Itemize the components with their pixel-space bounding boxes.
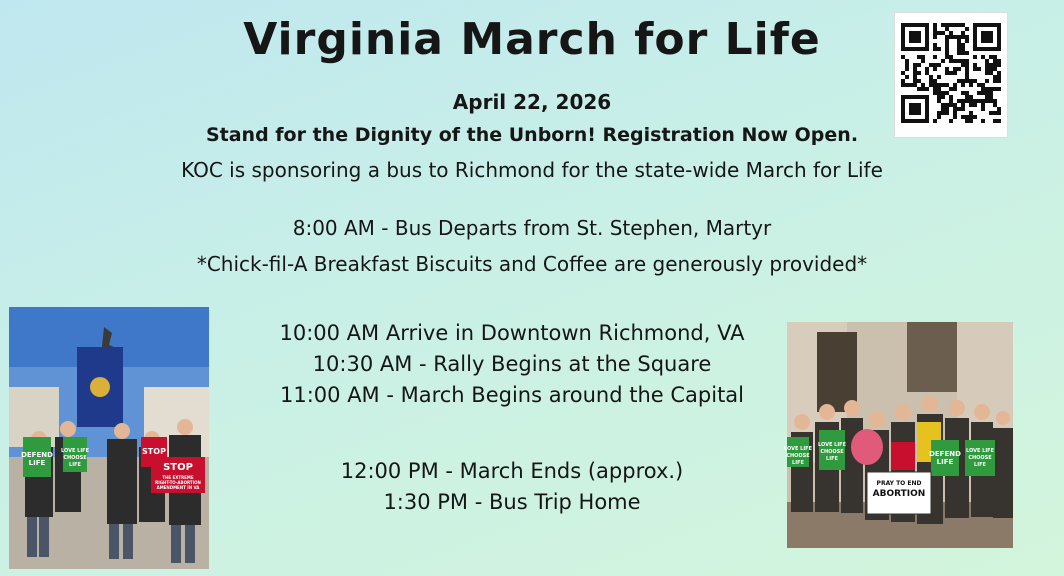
qr-module [965,75,969,79]
qr-module [989,63,993,67]
qr-module [901,71,905,75]
qr-module [961,47,965,51]
qr-module [961,115,965,119]
qr-module [969,79,973,83]
qr-module [945,47,949,51]
qr-module [981,83,985,87]
qr-module [965,115,969,119]
qr-module [917,55,921,59]
qr-module [945,55,949,59]
qr-module [921,83,925,87]
qr-module [965,67,969,71]
qr-module [925,67,929,71]
qr-module [961,31,965,35]
sign-love-life: LOVE LIFE CHOOSE LIFE [60,448,90,468]
qr-module [993,75,997,79]
sign-love-life: LOVE LIFE CHOOSE LIFE [817,442,847,462]
qr-module [965,63,969,67]
qr-module [965,51,969,55]
sign-defend-life: DEFEND LIFE [21,451,53,467]
qr-module [965,119,969,123]
qr-module [909,83,913,87]
qr-module [993,79,997,83]
qr-module [985,71,989,75]
qr-module [977,67,981,71]
qr-module [957,43,961,47]
qr-module [953,59,957,63]
qr-module [913,83,917,87]
qr-module [965,59,969,63]
sign-defend-life: DEFEND LIFE [929,450,961,466]
qr-module [961,43,965,47]
qr-module [933,27,937,31]
qr-module [961,51,965,55]
qr-module [937,75,941,79]
qr-module [905,75,909,79]
qr-module [929,75,933,79]
qr-module [945,35,949,39]
qr-module [985,63,989,67]
qr-module [949,55,953,59]
sign-stop-amendment: STOP THE EXTREME RIGHT-TO-ABORTION AMENDMENT IN VA [155,462,201,490]
qr-module [941,83,945,87]
qr-module [929,63,933,67]
qr-module [913,75,917,79]
rally-photo-left [9,307,209,569]
qr-module [969,119,973,123]
qr-module [957,67,961,71]
qr-module [905,63,909,67]
qr-module [981,55,985,59]
qr-module [937,83,941,87]
qr-module [997,63,1001,67]
qr-module [953,83,957,87]
qr-module [953,35,957,39]
qr-module [997,71,1001,75]
qr-module [953,115,957,119]
qr-module [933,119,937,123]
qr-module [945,23,949,27]
qr-module [917,71,921,75]
qr-module [965,79,969,83]
qr-module [941,31,945,35]
qr-module [937,31,941,35]
qr-module [933,83,937,87]
qr-module [985,79,989,83]
qr-module [929,83,933,87]
qr-module [933,43,937,47]
qr-module [933,63,937,67]
event-date: April 22, 2026 [452,90,612,114]
qr-module [993,119,997,123]
qr-module [973,63,977,67]
qr-module [913,63,917,67]
qr-module [961,63,965,67]
qr-module [961,59,965,63]
qr-module [901,79,905,83]
qr-module [917,79,921,83]
qr-module [993,59,997,63]
sign-love-life: LOVE LIFE CHOOSE LIFE [965,448,995,468]
qr-module [921,59,925,63]
qr-module [965,39,969,43]
qr-module [993,67,997,71]
qr-module [913,67,917,71]
qr-module [921,55,925,59]
qr-module [957,47,961,51]
qr-module [961,79,965,83]
qr-module [901,83,905,87]
qr-module [965,27,969,31]
qr-module [929,79,933,83]
qr-module [965,35,969,39]
qr-module [945,83,949,87]
event-headline: Stand for the Dignity of the Unborn! Registration Now Open. [205,124,859,146]
event-intro: KOC is sponsoring a bus to Richmond for the state-wide March for Life [181,158,883,182]
qr-module [901,55,905,59]
qr-module [981,119,985,123]
qr-module [913,79,917,83]
qr-module [969,83,973,87]
qr-module [969,115,973,119]
flyer-title: Virginia March for Life [243,14,821,65]
qr-module [953,71,957,75]
qr-module [949,59,953,63]
qr-module [997,119,1001,123]
qr-module [957,79,961,83]
qr-module [945,71,949,75]
qr-module [933,31,937,35]
schedule-block-midday [232,318,792,411]
qr-module [997,59,1001,63]
qr-module [957,35,961,39]
qr-module [953,67,957,71]
qr-module [961,35,965,39]
qr-module [957,59,961,63]
qr-module [957,39,961,43]
qr-module [937,63,941,67]
qr-module [949,35,953,39]
qr-module [917,63,921,67]
qr-module [949,119,953,123]
qr-module [957,51,961,55]
schedule-item: 1:30 PM - Bus Trip Home [383,490,641,514]
qr-module [989,67,993,71]
qr-module [953,23,957,27]
sign-pray-to-end-abortion: PRAY TO END ABORTION [872,480,926,499]
qr-code-icon[interactable] [895,13,1007,137]
schedule-item: 8:00 AM - Bus Departs from St. Stephen, Martyr [292,216,772,240]
qr-module [933,55,937,59]
qr-module [933,35,937,39]
qr-module [973,67,977,71]
qr-module [905,59,909,63]
qr-module [973,55,977,59]
qr-module [925,71,929,75]
schedule-item: 10:00 AM Arrive in Downtown Richmond, VA [279,321,745,345]
qr-module [985,67,989,71]
qr-module [933,47,937,51]
qr-module [905,67,909,71]
qr-module [905,83,909,87]
qr-module [945,27,949,31]
qr-finder-square [909,31,921,43]
qr-module [933,67,937,71]
qr-module [961,23,965,27]
qr-module [989,71,993,75]
qr-module [933,79,937,83]
qr-module [961,83,965,87]
qr-module [949,31,953,35]
qr-module [945,39,949,43]
schedule-item: 10:30 AM - Rally Begins at the Square [312,352,712,376]
qr-module [933,23,937,27]
qr-module [993,63,997,67]
qr-module [945,67,949,71]
qr-module [949,71,953,75]
qr-module [945,43,949,47]
qr-module [957,23,961,27]
rally-photo-right [783,322,1013,548]
qr-module [997,75,1001,79]
sign-love-life: LOVE LIFE CHOOSE LIFE [783,446,813,466]
qr-module [913,71,917,75]
qr-module [937,115,941,119]
qr-module [997,79,1001,83]
qr-module [993,55,997,59]
qr-module [989,55,993,59]
qr-module [941,59,945,63]
qr-module [949,23,953,27]
schedule-note: *Chick-fil-A Breakfast Biscuits and Coffee are generously provided* [196,252,868,276]
sign-stop: STOP [142,447,166,456]
qr-module [937,47,941,51]
qr-module [941,23,945,27]
schedule-block-afternoon [232,456,792,518]
qr-module [973,79,977,83]
schedule-item: 11:00 AM - March Begins around the Capital [280,383,744,407]
schedule-item: 12:00 PM - March Ends (approx.) [340,459,684,483]
qr-module [985,59,989,63]
qr-module [945,51,949,55]
qr-module [965,71,969,75]
qr-module [977,83,981,87]
qr-finder-square [981,31,993,43]
qr-module [973,115,977,119]
